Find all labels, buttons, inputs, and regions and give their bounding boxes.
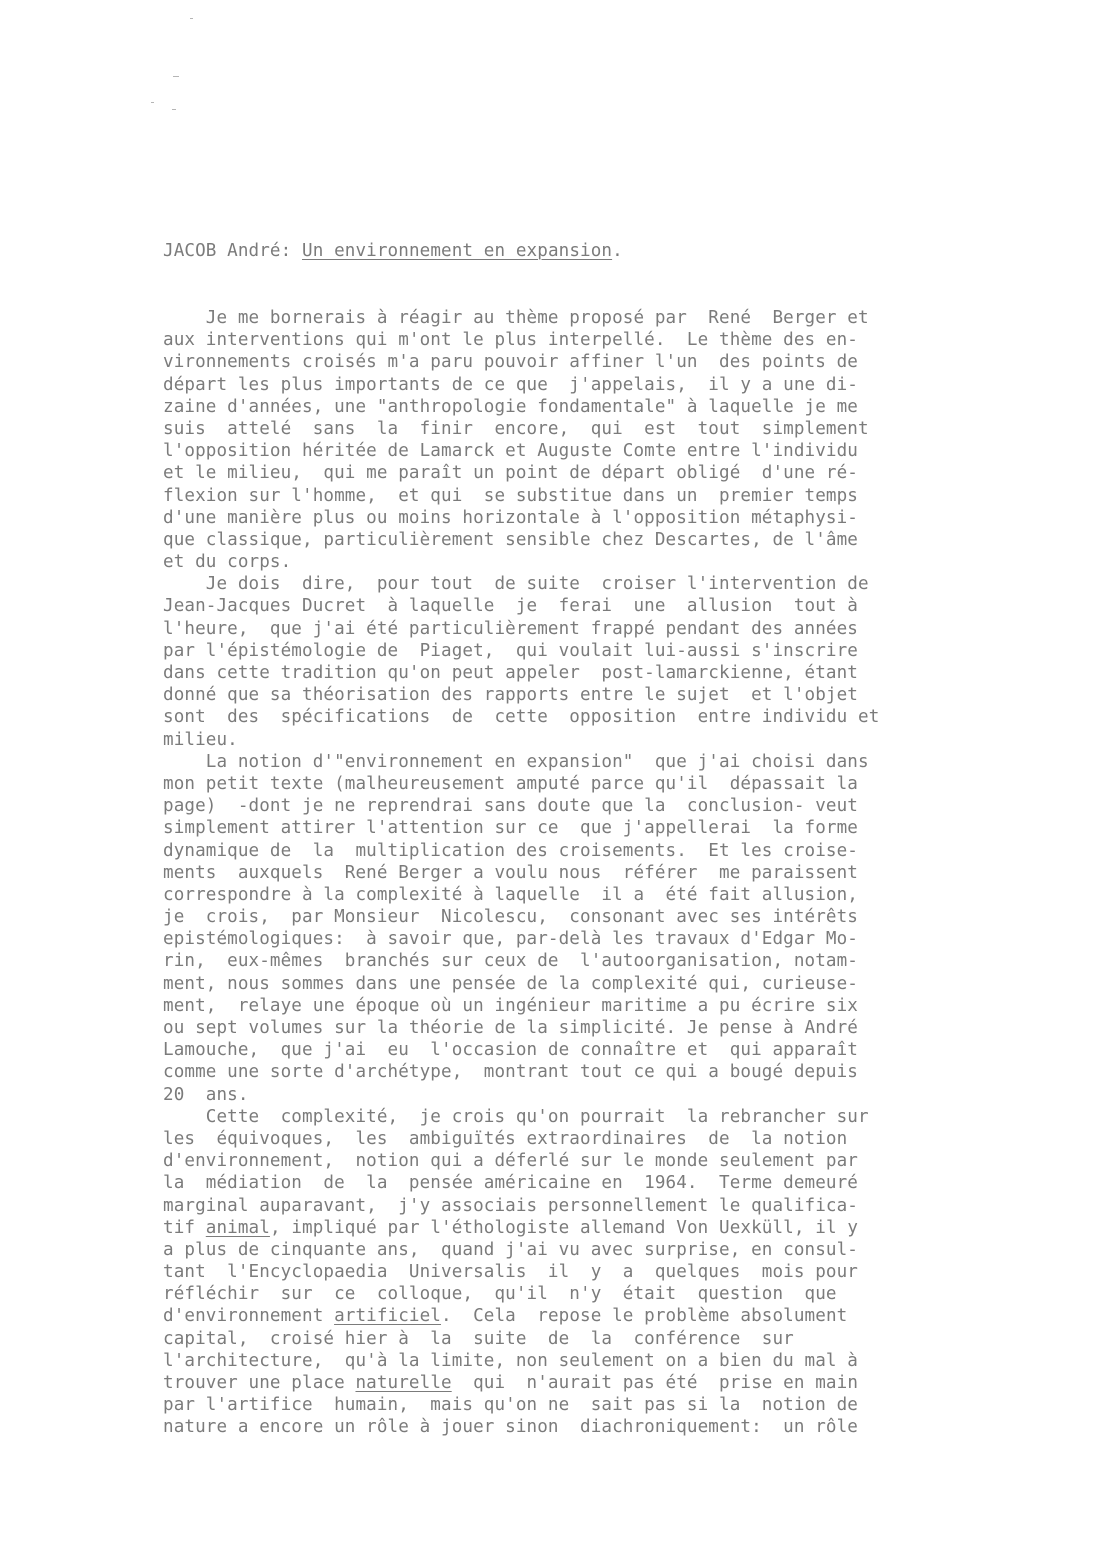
text-line: nature a encore un rôle à jouer sinon diachroniquement: un rôle xyxy=(163,1417,859,1438)
text-line: comme une sorte d'archétype, montrant tout ce qui a bougé depuis xyxy=(163,1062,859,1083)
text-line: l'opposition héritée de Lamarck et Auguste Comte entre l'individu xyxy=(163,441,859,462)
text-line: ment, relaye une époque où un ingénieur maritime a pu écrire six xyxy=(163,995,859,1016)
document-heading xyxy=(163,240,1029,262)
text-line: Je dois dire, pour tout de suite croiser l'intervention de xyxy=(163,574,869,595)
text-line: flexion sur l'homme, et qui se substitue dans un premier temps xyxy=(163,485,859,506)
text-line: la médiation de la pensée américaine en 1964. Terme demeuré xyxy=(163,1173,859,1194)
text-line: que classique, particulièrement sensible chez Descartes, de l'âme xyxy=(163,529,859,550)
text-line: Cette complexité, je crois qu'on pourrait la rebrancher sur xyxy=(163,1106,869,1127)
text-line: sont des spécifications de cette opposition entre individu et xyxy=(163,707,880,728)
text-line: a plus de cinquante ans, quand j'ai vu avec surprise, en consul- xyxy=(163,1239,859,1260)
text-line: l'heure, que j'ai été particulièrement frappé pendant des années xyxy=(163,618,859,639)
text-line: rin, eux-mêmes branchés sur ceux de l'autoorganisation, notam- xyxy=(163,951,859,972)
text-line: Je me bornerais à réagir au thème proposé par René Berger et xyxy=(163,308,869,328)
text-line: La notion d'"environnement en expansion" que j'ai choisi dans xyxy=(163,751,869,772)
text-line: par l'artifice humain, mais qu'on ne sait pas si la notion de xyxy=(163,1395,859,1416)
scan-speck xyxy=(190,18,193,19)
scan-speck xyxy=(173,76,179,77)
text-line: milieu. xyxy=(163,729,238,750)
text-line: aux interventions qui m'ont le plus interpellé. Le thème des en- xyxy=(163,330,859,351)
text-line: 20 ans. xyxy=(163,1084,249,1105)
text-line: dans cette tradition qu'on peut appeler post-lamarckienne, étant xyxy=(163,663,859,683)
text-line: les équivoques, les ambiguïtés extraordinaires de la notion xyxy=(163,1128,848,1149)
text-line: donné que sa théorisation des rapports entre le sujet et l'objet xyxy=(163,685,859,706)
text-line: l'architecture, qu'à la limite, non seulement on a bien du mal à xyxy=(163,1350,859,1371)
text-line: simplement attirer l'attention sur ce que j'appellerai la forme xyxy=(163,818,859,839)
document-body xyxy=(163,307,1029,1439)
text-line: vironnements croisés m'a paru pouvoir affiner l'un des points de xyxy=(163,352,859,373)
text-line: page) -dont je ne reprendrai sans doute que la conclusion- veut xyxy=(163,796,859,817)
text-line: marginal auparavant, j'y associais personnellement le qualifica- xyxy=(163,1195,859,1216)
text-line: ments auxquels René Berger a voulu nous référer me paraissent xyxy=(163,862,859,883)
author-name: JACOB André: xyxy=(163,241,292,261)
title-period: . xyxy=(612,241,623,261)
text-line: d'environnement, notion qui a déferlé sur le monde seulement par xyxy=(163,1151,859,1172)
text-line: epistémologiques: à savoir que, par-delà les travaux d'Edgar Mo- xyxy=(163,929,859,950)
underlined-word: naturelle xyxy=(355,1373,452,1393)
underlined-word: artificiel xyxy=(334,1306,442,1327)
text-line: départ les plus importants de ce que j'appelais, il y a une di- xyxy=(163,374,859,395)
text-line: d'une manière plus ou moins horizontale à l'opposition métaphysi- xyxy=(163,507,859,528)
text-line: Jean-Jacques Ducret à laquelle je ferai une allusion tout à xyxy=(163,596,859,617)
text-line: ment, nous sommes dans une pensée de la complexité qui, curieuse- xyxy=(163,973,859,994)
text-line: réfléchir sur ce colloque, qu'il n'y était question que xyxy=(163,1284,837,1305)
text-line: je crois, par Monsieur Nicolescu, consonant avec ses intérêts xyxy=(163,907,859,928)
text-line: par l'épistémologie de Piaget, qui voulait lui-aussi s'inscrire xyxy=(163,640,859,661)
text-line: suis attelé sans la finir encore, qui est tout simplement xyxy=(163,418,869,439)
text-line: dynamique de la multiplication des croisements. Et les croise- xyxy=(163,840,859,861)
text-line: et le milieu, qui me paraît un point de départ obligé d'une ré- xyxy=(163,463,859,484)
text-line: capital, croisé hier à la suite de la conférence sur xyxy=(163,1328,794,1349)
underlined-word: animal xyxy=(205,1217,270,1238)
text-line: mon petit texte (malheureusement amputé parce qu'il dépassait la xyxy=(163,773,859,794)
text-line: tant l'Encyclopaedia Universalis il y a quelques mois pour xyxy=(163,1262,859,1283)
document-title: Un environnement en expansion xyxy=(302,241,613,261)
text-line: zaine d'années, une "anthropologie fondamentale" à laquelle je me xyxy=(163,396,859,417)
text-line: d'environnement artificiel. Cela repose le problème absolument xyxy=(163,1306,848,1327)
text-line: correspondre à la complexité à laquelle il a été fait allusion, xyxy=(163,884,859,905)
scan-speck xyxy=(172,109,176,110)
text-line: trouver une place naturelle qui n'aurait pas été prise en main xyxy=(163,1373,859,1393)
text-line: Lamouche, que j'ai eu l'occasion de connaître et qui apparaît xyxy=(163,1040,859,1061)
text-line: et du corps. xyxy=(163,552,292,573)
scan-speck xyxy=(151,102,154,103)
text-line: ou sept volumes sur la théorie de la simplicité. Je pense à André xyxy=(163,1018,859,1038)
text-line: tif animal, impliqué par l'éthologiste allemand Von Uexküll, il y xyxy=(163,1217,859,1238)
